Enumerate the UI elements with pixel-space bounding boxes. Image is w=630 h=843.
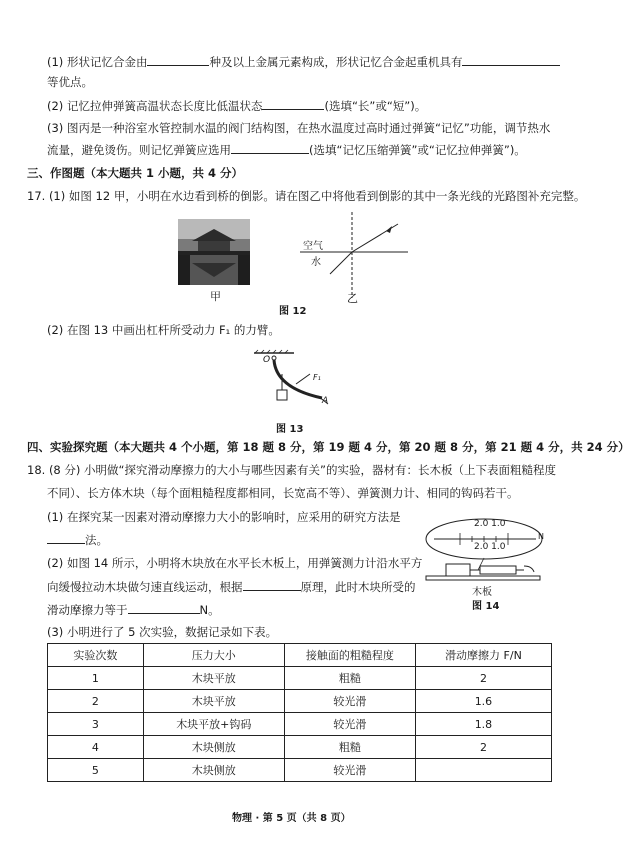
table-row xyxy=(48,759,552,782)
answer-blank[interactable] xyxy=(231,142,309,154)
table-row xyxy=(48,736,552,759)
q16-part1-line1: (1) 形状记忆合金由 种及以上金属元素构成，形状记忆合金起重机具有 xyxy=(47,54,560,69)
table-header: 滑动摩擦力 F/N xyxy=(415,644,551,667)
section-3-title: 三、作图题（本大题共 1 小题，共 4 分） xyxy=(27,166,244,180)
data-table xyxy=(47,643,552,782)
table-header-row xyxy=(48,644,552,667)
q16-part2: (2) 记忆拉伸弹簧高温状态长度比低温状态 (选填“长”或“短”)。 xyxy=(47,99,427,113)
pivot-label: O xyxy=(263,355,271,365)
air-label: 空气 xyxy=(303,241,323,252)
answer-blank[interactable] xyxy=(147,54,209,66)
q16-part3-line2: 流量，避免烫伤。则记忆弹簧应选用 (选填“记忆压缩弹簧”或“记忆拉伸弹簧”)。 xyxy=(47,143,526,157)
table-cell: 较光滑 xyxy=(284,713,415,736)
figure-14-caption: 图 14 xyxy=(472,601,500,612)
table-cell: 木块侧放 xyxy=(143,759,284,782)
table-cell: 粗糙 xyxy=(284,667,415,690)
table-cell: 1 xyxy=(48,667,144,690)
force-f1-label: F₁ xyxy=(313,373,321,382)
q18-intro-line2: 不同）、长方体木块（每个面粗糙程度都相同，长宽高不等）、弹簧测力计、相同的钩码若干。 xyxy=(47,486,519,500)
table-header: 接触面的粗糙程度 xyxy=(284,644,415,667)
figure-12-caption: 图 12 xyxy=(279,306,307,317)
table-cell: 1.8 xyxy=(415,713,551,736)
table-cell: 4 xyxy=(48,736,144,759)
board-label: 木板 xyxy=(472,587,492,598)
figure-13-caption: 图 13 xyxy=(276,424,304,435)
table-cell: 木块侧放 xyxy=(143,736,284,759)
q16-part1-line2: 等优点。 xyxy=(47,75,93,89)
answer-blank[interactable] xyxy=(47,532,85,544)
q18-part1-answer: 法。 xyxy=(47,532,108,547)
point-a-label: A xyxy=(322,396,329,406)
bridge-photo xyxy=(178,219,250,285)
table-cell: 较光滑 xyxy=(284,690,415,713)
q16-part3-line1: (3) 图丙是一种浴室水管控制水温的阀门结构图，在热水温度过高时通过弹簧“记忆”功能，调节热水 xyxy=(47,121,551,135)
scale-top-numbers: 2.0 1.0 xyxy=(474,519,506,529)
q18-part1: (1) 在探究某一因素对滑动摩擦力大小的影响时，应采用的研究方法是 xyxy=(47,510,401,524)
table-cell: 2 xyxy=(48,690,144,713)
table-cell: 较光滑 xyxy=(284,759,415,782)
answer-blank[interactable] xyxy=(243,579,301,591)
table-cell: 1.6 xyxy=(415,690,551,713)
answer-cell[interactable] xyxy=(415,759,551,782)
scale-unit-label: N xyxy=(538,532,544,541)
table-cell: 2 xyxy=(415,736,551,759)
table-cell: 3 xyxy=(48,713,144,736)
q17-part2: (2) 在图 13 中画出杠杆所受动力 F₁ 的力臂。 xyxy=(47,323,280,337)
scale-bottom-numbers: 2.0 1.0 xyxy=(474,542,506,552)
q17-part1: 17. (1) 如图 12 甲，小明在水边看到桥的倒影。请在图乙中将他看到倒影的其中一条光线的光路图补充完整。 xyxy=(27,189,586,203)
answer-blank[interactable] xyxy=(262,98,324,110)
section-4-title: 四、实验探究题（本大题共 4 个小题，第 18 题 8 分，第 19 题 4 分，第 20 题 8 分，第 21 题 4 分，共 24 分） xyxy=(27,440,630,454)
table-cell: 粗糙 xyxy=(284,736,415,759)
answer-blank[interactable] xyxy=(128,602,200,614)
table-cell: 木块平放 xyxy=(143,667,284,690)
table-cell: 2 xyxy=(415,667,551,690)
table-row xyxy=(48,690,552,713)
fig12-label-jia: 甲 xyxy=(210,290,221,303)
table-header: 压力大小 xyxy=(143,644,284,667)
table-cell: 木块平放 xyxy=(143,690,284,713)
q18-part2-line2: 向缓慢拉动木块做匀速直线运动，根据 原理，此时木块所受的 xyxy=(47,580,416,594)
table-cell: 5 xyxy=(48,759,144,782)
table-row xyxy=(48,667,552,690)
fig12-label-yi: 乙 xyxy=(347,292,358,305)
page-footer: 物理 · 第 5 页（共 8 页） xyxy=(232,813,351,824)
q18-part2-line1: (2) 如图 14 所示，小明将木块放在水平长木板上，用弹簧测力计沿水平方 xyxy=(47,556,423,570)
answer-blank[interactable] xyxy=(462,54,560,66)
table-header: 实验次数 xyxy=(48,644,144,667)
q18-part2-line3: 滑动摩擦力等于 N。 xyxy=(47,603,220,617)
q18-part3: (3) 小明进行了 5 次实验，数据记录如下表。 xyxy=(47,625,278,639)
q18-intro-line1: 18. (8 分) 小明做“探究滑动摩擦力的大小与哪些因素有关”的实验，器材有：长木板（上下表面粗糙程度 xyxy=(27,463,556,477)
table-row xyxy=(48,713,552,736)
table-cell: 木块平放+钩码 xyxy=(143,713,284,736)
water-label: 水 xyxy=(311,257,321,268)
